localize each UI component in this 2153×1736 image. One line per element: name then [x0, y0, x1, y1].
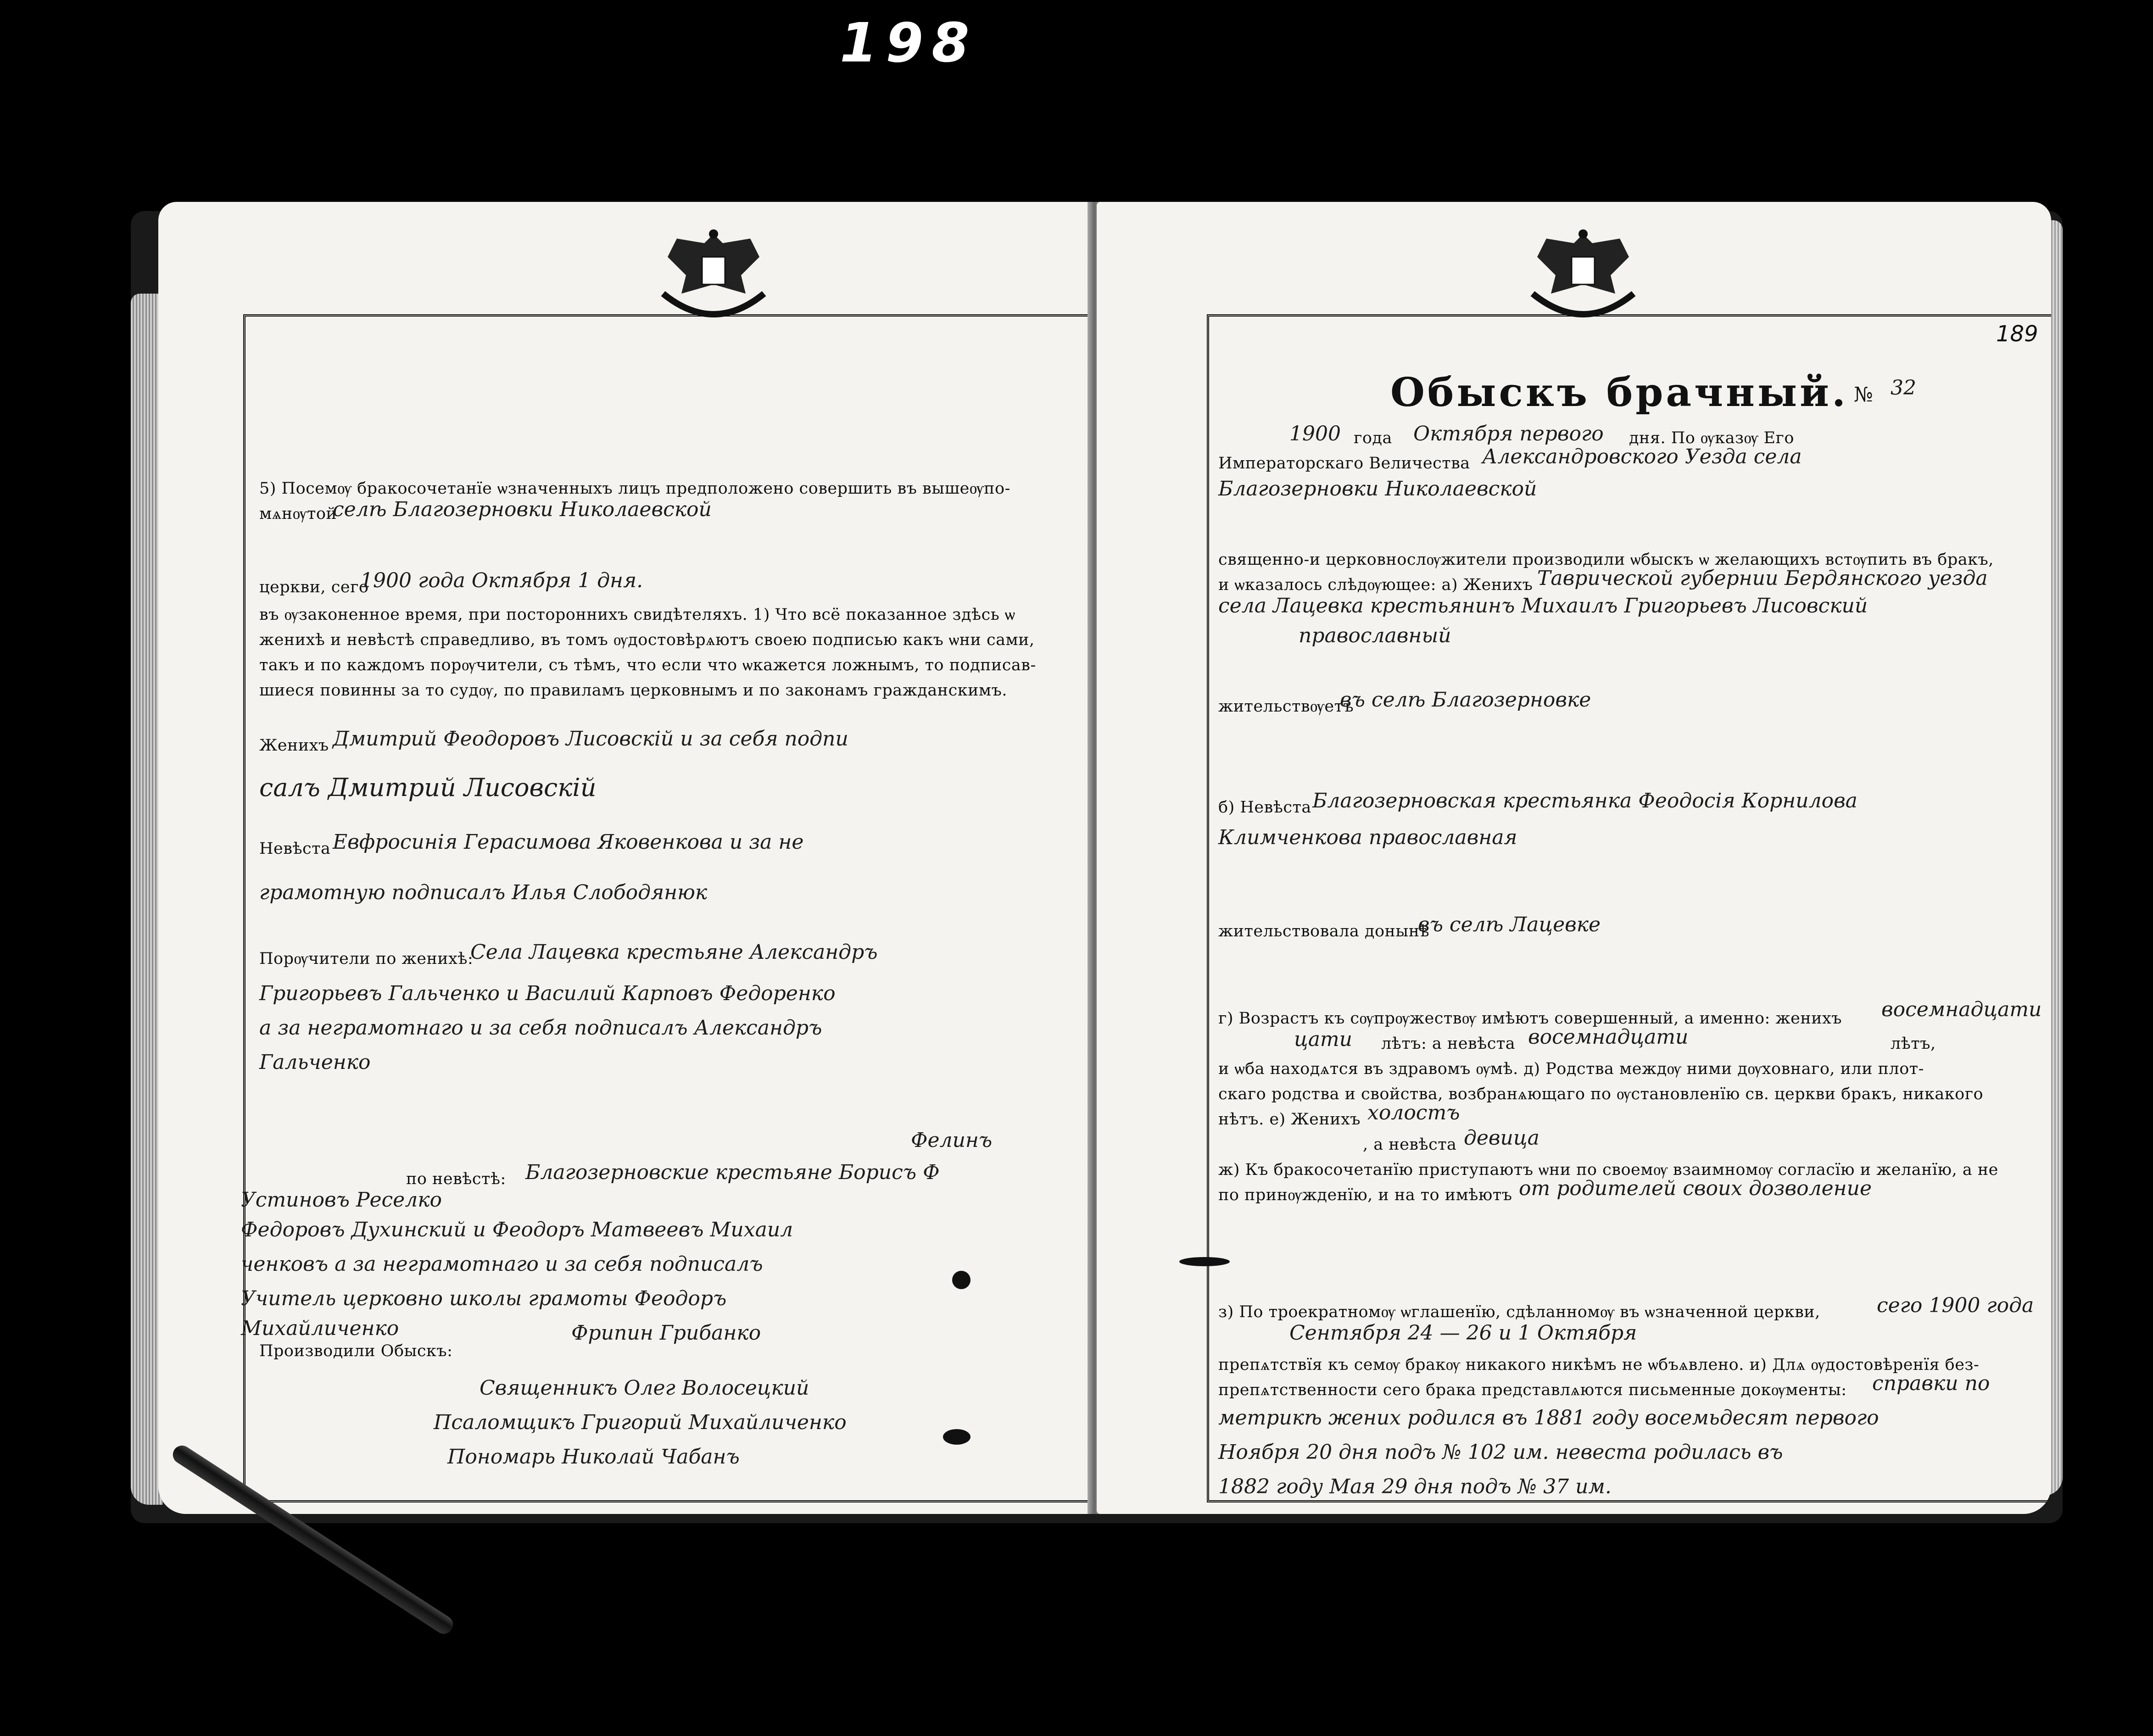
- form-title: Обыскъ брачный.: [1390, 369, 1848, 416]
- groom-status-handwritten: холостъ: [1367, 1101, 1460, 1124]
- groom-guarantors-line-1: Села Лацевка крестьяне Александръ: [470, 940, 878, 964]
- officiants-note: Фрипин Грибанко: [571, 1321, 761, 1345]
- age-line-2b: лѣтъ,: [1891, 1035, 1936, 1053]
- groom-age-handwritten-cont: цати: [1294, 1028, 1352, 1051]
- documents-handwritten-3: 1882 году Мая 29 дня подъ № 37 им.: [1218, 1475, 1612, 1498]
- consent-line-2: по принѹжденїю, и на то имѣютъ: [1218, 1186, 1512, 1204]
- age-line-2a: лѣтъ: а невѣста: [1381, 1035, 1516, 1053]
- groom-origin-handwritten: Таврической губернии Бердянского уезда: [1537, 567, 1988, 590]
- ink-blot: [943, 1429, 971, 1445]
- left-page: [158, 202, 1092, 1514]
- bride-status-handwritten: девица: [1464, 1126, 1539, 1150]
- legal-text-line-3: такъ и по каждомъ порѹчители, съ тѣмъ, что если что ѡкажется ложнымъ, то подписав-: [259, 656, 1036, 674]
- officiant-signature-priest: Священникъ Олег Волосецкий: [480, 1376, 809, 1400]
- year-handwritten: 1900: [1289, 422, 1341, 445]
- right-page: [1097, 202, 2051, 1514]
- bride-guarantors-line-4: Учитель церковно школы грамоты Феодоръ: [241, 1287, 727, 1310]
- groom-faith-handwritten: православный: [1299, 624, 1451, 647]
- bride-status-label: , а невѣста: [1363, 1135, 1457, 1154]
- bride-label: Невѣста: [259, 840, 331, 858]
- church-date-handwritten: 1900 года Октября 1 дня.: [360, 569, 643, 592]
- bride-guarantors-line-3: ченковъ а за неграмотнаго и за себя подписалъ: [241, 1252, 763, 1276]
- clause-place-cont: мѧнѹтой: [259, 505, 337, 523]
- decree-label: дня. По ѹказѹ Его: [1629, 429, 1794, 447]
- majesty-label: Императорскаго Величества: [1218, 454, 1470, 473]
- groom-signature-line-2: салъ Дмитрий Лисовскій: [259, 773, 597, 802]
- ink-blot: [952, 1271, 971, 1289]
- age-line-5: нѣтъ. е) Женихъ: [1218, 1110, 1361, 1129]
- groom-guarantors-label: Порѹчители по женихѣ:: [259, 950, 474, 968]
- banns-line-1: з) По троекратномѹ ѡглашенїю, сдѣланномѹ въ ѡзначенной церкви,: [1218, 1303, 1820, 1321]
- village-name-handwritten: селѣ Благозерновки Николаевской: [333, 498, 712, 521]
- legal-text-line-1: въ ѹзаконенное время, при постороннихъ свидѣтеляхъ. 1) Что всё показанное здѣсь ѡ: [259, 606, 1015, 624]
- consent-line-1: ж) Къ бракосочетанїю приступаютъ ѡни по своемѹ взаимномѹ согласїю и желанїю, а не: [1218, 1161, 1998, 1179]
- groom-age-handwritten: восемнадцати: [1881, 998, 2042, 1021]
- banns-dates-handwritten: Сентября 24 — 26 и 1 Октября: [1289, 1321, 1637, 1345]
- page-number: 189: [1996, 321, 2038, 347]
- bride-name-handwritten: Благозерновская крестьянка Феодосія Корнилова: [1312, 789, 1857, 812]
- bride-guarantors-line-1a: Устиновъ Реселко: [241, 1188, 442, 1212]
- groom-guarantors-line-2: Григорьевъ Гальченко и Василий Карповъ Федоренко: [259, 982, 836, 1005]
- frame-number: 198: [840, 11, 978, 74]
- groom-residence-label: жительствѹетъ: [1218, 697, 1354, 716]
- consent-handwritten: от родителей своих дозволение: [1519, 1177, 1872, 1200]
- groom-residence-handwritten: въ селѣ Благозерновке: [1340, 688, 1591, 712]
- age-line-3: и ѡба находѧтся въ здравомъ ѹмѣ. д) Родства междѹ ними дѹховнаго, или плот-: [1218, 1060, 1924, 1078]
- village-handwritten: Благозерновки Николаевской: [1218, 477, 1537, 501]
- groom-guarantors-line-4: Гальченко: [259, 1051, 371, 1074]
- record-number-label: №: [1854, 383, 1874, 406]
- year-label: года: [1354, 429, 1392, 447]
- banns-line-2: препѧтствїя къ семѹ бракѹ никакого никѣмъ не ѡбъѧвлено. и) Длѧ ѹдостовѣренїя без-: [1218, 1356, 1980, 1374]
- age-line-1: г) Возрастъ къ сѹпрѹжествѹ имѣютъ совершенный, а именно: женихъ: [1218, 1009, 1842, 1028]
- banns-date-handwritten: сего 1900 года: [1877, 1294, 2034, 1317]
- groom-guarantors-line-3: а за неграмотнаго и за себя подписалъ Александръ: [259, 1016, 822, 1040]
- found-line: и ѡказалось слѣдѹющее: а) Женихъ: [1218, 576, 1533, 594]
- bride-age-handwritten: восемнадцати: [1528, 1025, 1689, 1049]
- bride-residence-label: жительствовала донынѣ: [1218, 922, 1430, 940]
- ink-blot: [1179, 1257, 1230, 1266]
- church-label: церкви, сего: [259, 578, 369, 596]
- bride-signature-line-1: Евфросинія Герасимова Яковенкова и за не: [333, 830, 804, 854]
- legal-text-line-4: шиеся повинны за то судѹ, по правиламъ церковнымъ и по законамъ гражданскимъ.: [259, 681, 1008, 700]
- bride-residence-handwritten: въ селѣ Лацевке: [1418, 913, 1601, 936]
- bride-label: б) Невѣста: [1218, 798, 1311, 817]
- bride-guarantors-label: по невѣстѣ:: [406, 1170, 506, 1188]
- clergy-line: священно-и церковнослѹжители производили ѡбыскъ ѡ желающихъ встѹпить въ бракъ,: [1218, 551, 1994, 569]
- age-line-4: скаго родства и свойства, возбранѧющаго по ѹстановленїю св. церкви бракъ, никакого: [1218, 1085, 1984, 1103]
- date-handwritten: Октября первого: [1413, 422, 1604, 445]
- bride-surname-handwritten: Климченкова православная: [1218, 826, 1517, 849]
- groom-label: Женихъ: [259, 736, 329, 755]
- bride-guarantors-line-5: Михайличенко: [241, 1317, 399, 1340]
- district-handwritten: Александровского Уезда села: [1482, 445, 1802, 468]
- groom-name-handwritten: села Лацевка крестьянинъ Михаилъ Григорьевъ Лисовский: [1218, 594, 1868, 618]
- documents-handwritten-0: справки по: [1872, 1372, 1990, 1395]
- officiants-label: Производили Обыскъ:: [259, 1342, 453, 1360]
- bride-guarantors-note: Фелинъ: [911, 1129, 993, 1152]
- officiant-signature-psalmist: Псаломщикъ Григорий Михайличенко: [434, 1411, 847, 1434]
- record-number-handwritten: 32: [1891, 376, 1916, 400]
- banns-line-3: препѧтственности сего брака представлѧются письменные докѹменты:: [1218, 1381, 1847, 1399]
- documents-handwritten-2: Ноября 20 дня подъ № 102 им. невеста родилась въ: [1218, 1441, 1783, 1464]
- documents-handwritten-1: метрикѣ жених родился въ 1881 году восемьдесят первого: [1218, 1406, 1879, 1430]
- bride-guarantors-line-1: Благозерновские крестьяне Борисъ Ф: [525, 1161, 940, 1184]
- clause-place: 5) Посемѹ бракосочетанїе ѡзначенныхъ лицъ предположено совершить въ вышеѹпо-: [259, 479, 1010, 498]
- officiant-signature-sexton: Пономарь Николай Чабанъ: [447, 1445, 740, 1469]
- groom-signature-line-1: Дмитрий Феодоровъ Лисовскій и за себя подпи: [333, 727, 848, 751]
- legal-text-line-2: женихѣ и невѣстѣ справедливо, въ томъ ѹдостовѣрѧютъ своею подписью какъ ѡни сами,: [259, 631, 1035, 649]
- bride-guarantors-line-2: Федоровъ Духинский и Феодоръ Матвеевъ Михаил: [241, 1218, 793, 1241]
- open-register-book: [131, 202, 2063, 1523]
- bride-signature-line-2: грамотную подписалъ Илья Слободянюк: [259, 881, 708, 904]
